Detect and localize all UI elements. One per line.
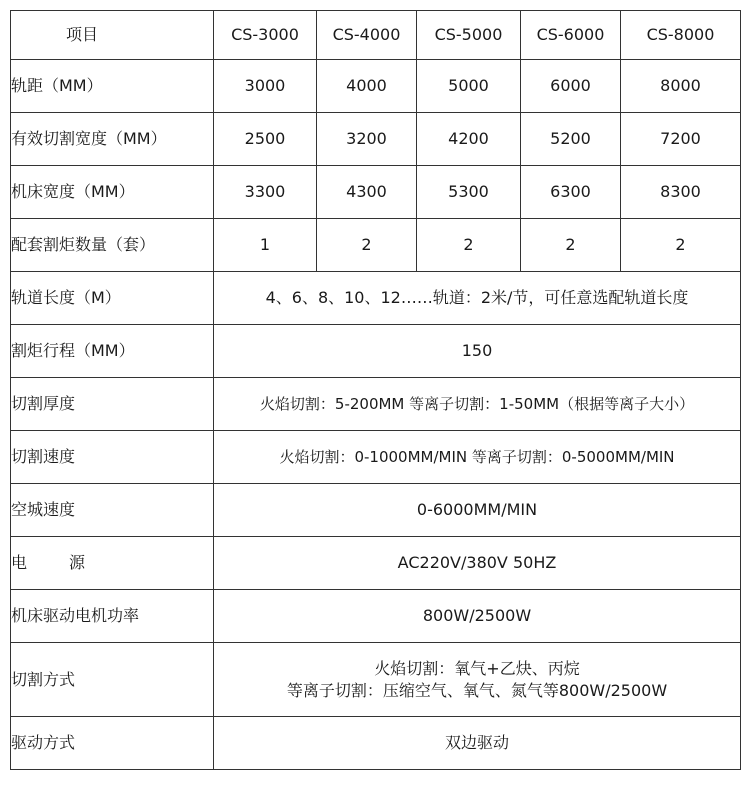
row-machine-width bbox=[11, 166, 741, 219]
value-line: 火焰切割：氧气+乙炔、丙烷 bbox=[374, 658, 580, 678]
value-cell: 7200 bbox=[621, 113, 741, 166]
row-motor-power bbox=[11, 590, 741, 643]
model-header-cs3000: CS-3000 bbox=[214, 11, 317, 60]
row-cutting-thickness bbox=[11, 378, 741, 431]
row-label: 割炬行程（MM） bbox=[11, 325, 214, 378]
shared-value-cell: AC220V/380V 50HZ bbox=[214, 537, 741, 590]
value-cell: 5000 bbox=[417, 60, 521, 113]
value-cell: 6000 bbox=[521, 60, 621, 113]
row-cutting-method bbox=[11, 643, 741, 717]
value-cell: 4300 bbox=[317, 166, 417, 219]
header-label-cell: 项目 bbox=[11, 11, 214, 60]
row-torch-count bbox=[11, 219, 741, 272]
row-torch-travel bbox=[11, 325, 741, 378]
row-cutting-width bbox=[11, 113, 741, 166]
model-header-cs6000: CS-6000 bbox=[521, 11, 621, 60]
value-cell: 2500 bbox=[214, 113, 317, 166]
value-cell: 8000 bbox=[621, 60, 741, 113]
header-row bbox=[11, 11, 741, 60]
row-track-gauge bbox=[11, 60, 741, 113]
row-idle-speed bbox=[11, 484, 741, 537]
spec-table bbox=[10, 10, 741, 770]
row-label bbox=[11, 537, 214, 590]
value-line: 等离子切割：压缩空气、氧气、氮气等800W/2500W bbox=[286, 680, 668, 700]
row-label: 机床驱动电机功率 bbox=[11, 590, 214, 643]
row-label: 驱动方式 bbox=[11, 717, 214, 770]
row-label: 轨距（MM） bbox=[11, 60, 214, 113]
shared-value-cell: 火焰切割：0-1000MM/MIN 等离子切割：0-5000MM/MIN bbox=[214, 431, 741, 484]
row-label-part: 电 bbox=[11, 553, 28, 572]
shared-value-cell: 0-6000MM/MIN bbox=[214, 484, 741, 537]
value-cell: 8300 bbox=[621, 166, 741, 219]
row-label: 空城速度 bbox=[11, 484, 214, 537]
shared-value-cell: 4、6、8、10、12……轨道：2米/节，可任意选配轨道长度 bbox=[214, 272, 741, 325]
value-cell: 4000 bbox=[317, 60, 417, 113]
row-drive-method bbox=[11, 717, 741, 770]
value-cell: 3000 bbox=[214, 60, 317, 113]
value-cell: 2 bbox=[521, 219, 621, 272]
row-label: 切割速度 bbox=[11, 431, 214, 484]
shared-value-cell: 800W/2500W bbox=[214, 590, 741, 643]
value-cell: 2 bbox=[417, 219, 521, 272]
row-power-supply bbox=[11, 537, 741, 590]
value-cell: 6300 bbox=[521, 166, 621, 219]
value-cell: 1 bbox=[214, 219, 317, 272]
row-label: 有效切割宽度（MM） bbox=[11, 113, 214, 166]
value-cell: 5200 bbox=[521, 113, 621, 166]
shared-value-cell: 火焰切割：5-200MM 等离子切割：1-50MM（根据等离子大小） bbox=[214, 378, 741, 431]
model-header-cs4000: CS-4000 bbox=[317, 11, 417, 60]
value-cell: 3200 bbox=[317, 113, 417, 166]
row-label: 轨道长度（M） bbox=[11, 272, 214, 325]
shared-value-cell bbox=[214, 643, 741, 717]
value-cell: 2 bbox=[621, 219, 741, 272]
shared-value-cell: 双边驱动 bbox=[214, 717, 741, 770]
shared-value-cell: 150 bbox=[214, 325, 741, 378]
row-track-length bbox=[11, 272, 741, 325]
value-cell: 5300 bbox=[417, 166, 521, 219]
value-cell: 4200 bbox=[417, 113, 521, 166]
model-header-cs5000: CS-5000 bbox=[417, 11, 521, 60]
row-label: 切割方式 bbox=[11, 643, 214, 717]
value-cell: 2 bbox=[317, 219, 417, 272]
value-cell: 3300 bbox=[214, 166, 317, 219]
model-header-cs8000: CS-8000 bbox=[621, 11, 741, 60]
row-label: 配套割炬数量（套） bbox=[11, 219, 214, 272]
row-label-part: 源 bbox=[69, 553, 86, 572]
row-label: 切割厚度 bbox=[11, 378, 214, 431]
row-cutting-speed bbox=[11, 431, 741, 484]
row-label: 机床宽度（MM） bbox=[11, 166, 214, 219]
